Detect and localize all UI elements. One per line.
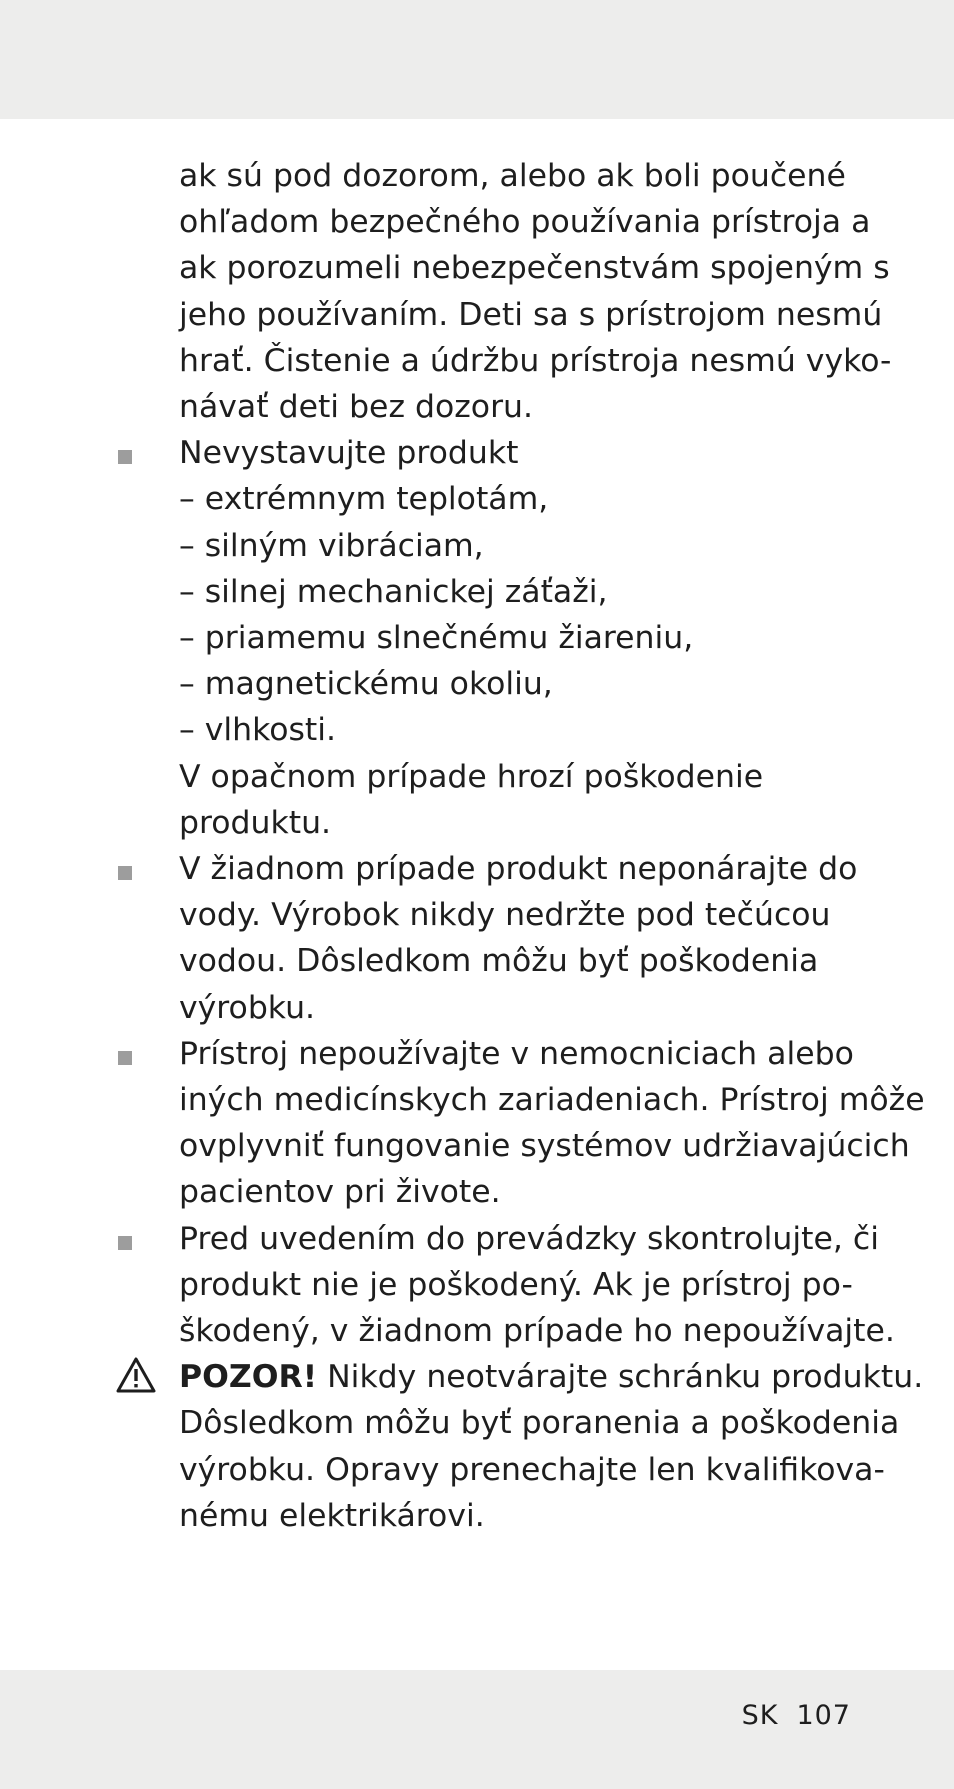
page-number: 107: [796, 1700, 851, 1731]
text-line: – extrémnym teplotám,: [179, 481, 549, 518]
intro-paragraph: [179, 153, 892, 430]
text-line: hrať. Čistenie a údržbu prístroja nesmú vyko-: [179, 342, 892, 379]
text-line: vodou. Dôsledkom môžu byť poškodenia: [179, 943, 819, 980]
text-line: – silnej mechanickej záťaži,: [179, 573, 608, 610]
text-line: výrobku. Opravy prenechajte len kvalifikova-: [179, 1451, 885, 1488]
text-line: – vlhkosti.: [179, 712, 337, 749]
text-line: iných medicínskych zariadeniach. Prístroj môže: [179, 1082, 925, 1119]
text-line: ak porozumeli nebezpečenstvám spojeným s: [179, 250, 890, 287]
text-line: Nevystavujte produkt: [179, 435, 519, 472]
bullet-item-exposure: [179, 430, 859, 846]
text-line: V opačnom prípade hrozí poškodenie: [179, 758, 764, 795]
warning-text: Nikdy neotvárajte schránku produktu.: [317, 1359, 924, 1396]
header-band: [0, 0, 954, 119]
text-line: produkt nie je poškodený. Ak je prístroj po-: [179, 1266, 853, 1303]
warning-item: [179, 1354, 924, 1539]
text-line: – silným vibráciam,: [179, 527, 484, 564]
text-line: ak sú pod dozorom, alebo ak boli poučené: [179, 158, 846, 194]
bullet-item-water: [179, 846, 859, 1031]
text-line: – priamemu slnečnému žiareniu,: [179, 620, 694, 657]
text-line: pacientov pri živote.: [179, 1174, 501, 1211]
bullet-square-icon: [118, 450, 132, 464]
text-line: Dôsledkom môžu byť poranenia a poškodenia: [179, 1405, 900, 1442]
text-line: – magnetickému okoliu,: [179, 666, 553, 703]
text-line: výrobku.: [179, 989, 316, 1026]
warning-title: POZOR!: [179, 1359, 318, 1396]
text-line: nému elektrikárovi.: [179, 1497, 485, 1534]
language-code: SK: [741, 1700, 779, 1731]
bullet-item-inspection: [179, 1216, 895, 1355]
bullet-square-icon: [118, 1236, 132, 1250]
text-line: produktu.: [179, 804, 332, 841]
text-line: ohľadom bezpečného používania prístroja a: [179, 204, 871, 241]
bullet-item-hospitals: [179, 1031, 925, 1216]
warning-first-line: [179, 1354, 924, 1400]
text-line: V žiadnom prípade produkt neponárajte do: [179, 851, 858, 888]
text-line: Prístroj nepoužívajte v nemocniciach alebo: [179, 1035, 854, 1072]
text-line: vody. Výrobok nikdy nedržte pod tečúcou: [179, 897, 831, 934]
page-footer: [742, 1700, 851, 1731]
bullet-square-icon: [118, 866, 132, 880]
text-line: škodený, v žiadnom prípade ho nepoužívajte.: [179, 1313, 895, 1350]
bullet-square-icon: [118, 1051, 132, 1065]
text-line: jeho používaním. Deti sa s prístrojom nesmú: [179, 296, 883, 333]
text-line: návať deti bez dozoru.: [179, 389, 533, 426]
page-content: [179, 153, 925, 1539]
text-line: ovplyvniť fungovanie systémov udržiavajúcich: [179, 1128, 910, 1165]
warning-triangle-icon: [116, 1357, 156, 1393]
text-line: Pred uvedením do prevádzky skontrolujte, či: [179, 1220, 879, 1257]
